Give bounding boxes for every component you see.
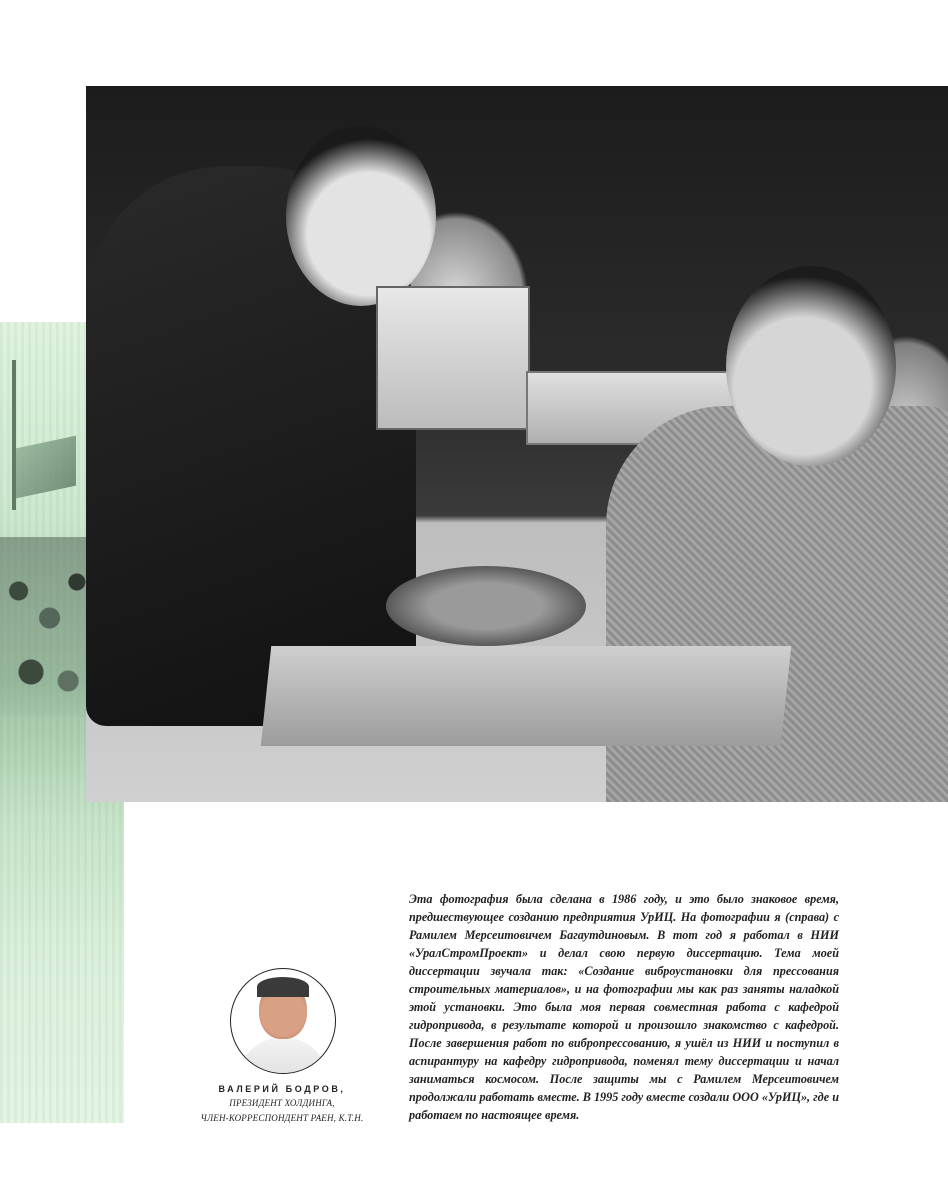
author-role-line-1: ПРЕЗИДЕНТ ХОЛДИНГА, [229,1098,335,1108]
measuring-device-shape [376,286,530,430]
person-right-head-shape [726,266,896,466]
portrait-hair-shape [257,977,309,997]
person-left-head-shape [286,126,436,306]
vibro-press-shape [386,566,586,646]
main-photo [86,86,948,802]
author-name: ВАЛЕРИЙ БОДРОВ, [218,1084,346,1094]
author-caption [196,1082,368,1126]
author-portrait [230,968,336,1074]
author-role-line-2: ЧЛЕН-КОРРЕСПОНДЕНТ РАЕН, К.Т.Н. [200,1113,364,1123]
work-table-shape [261,646,792,746]
flag-shape [16,436,76,499]
portrait-shirt-shape [237,1037,329,1074]
story-text: Эта фотография была сделана в 1986 году, и это было знаковое время, предшествующее созданию предприятия УрИЦ. На фотографии я (справа) с Рамилем Мерсеитовичем Багаутдиновым. В тот год я работал в НИИ «УралСтромПроект» и делал свою первую диссертацию. Тема моей диссертации звучала так: «Создание виброустановки для прессования строительных материалов», и на фотографии мы как раз заняты наладкой этой установки. Это была моя первая совместная работа с кафедрой гидропривода, в результате которой и произошло знакомство с кафедрой. После завершения работ по вибропрессованию, я ушёл из НИИ и поступил в аспирантуру на кафедру гидропривода, поменял тему диссертации и начал заниматься космосом. После защиты мы с Рамилем Мерсеитовичем продолжали работать вместе. В 1995 году вместе создали ООО «УрИЦ», где и работаем по настоящее время. [409,892,839,1122]
